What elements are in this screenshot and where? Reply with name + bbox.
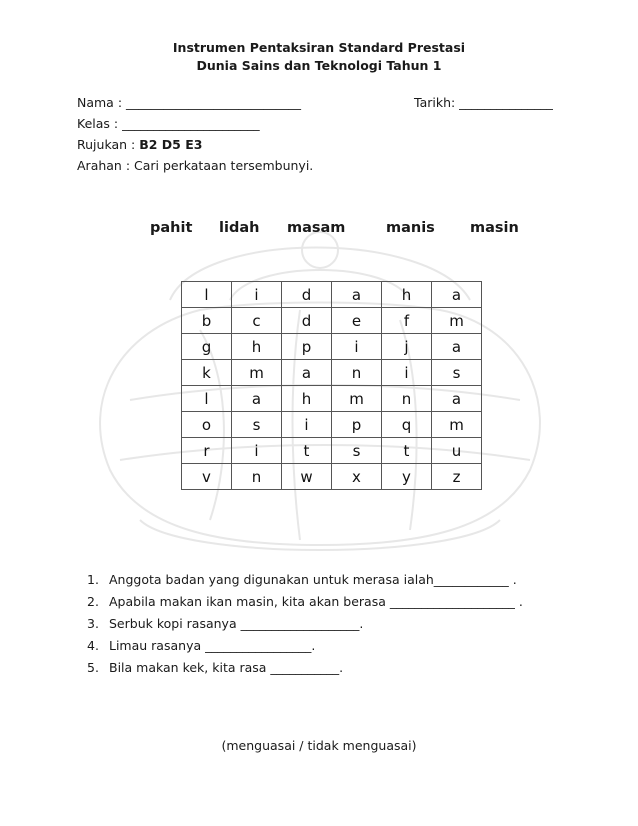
grid-cell[interactable]: s <box>232 412 282 438</box>
grid-cell[interactable]: y <box>382 464 432 490</box>
grid-cell[interactable]: s <box>432 360 482 386</box>
grid-cell[interactable]: n <box>232 464 282 490</box>
grid-cell[interactable]: a <box>232 386 282 412</box>
arahan-instruction: Arahan : Cari perkataan tersembunyi. <box>77 158 314 173</box>
header-title-line2: Dunia Sains dan Teknologi Tahun 1 <box>196 58 442 73</box>
grid-cell[interactable]: c <box>232 308 282 334</box>
question-item <box>87 638 315 653</box>
grid-cell[interactable]: m <box>232 360 282 386</box>
grid-cell[interactable]: a <box>432 386 482 412</box>
question-item <box>87 572 517 587</box>
question-text: Apabila makan ikan masin, kita akan berasa ____________________ . <box>109 594 523 609</box>
nama-field: Nama : ____________________________ <box>77 95 302 110</box>
grid-cell[interactable]: i <box>332 334 382 360</box>
question-item <box>87 594 523 609</box>
word-lidah: lidah <box>219 220 260 236</box>
grid-cell[interactable]: n <box>382 386 432 412</box>
grid-cell[interactable]: h <box>282 386 332 412</box>
question-text: Anggota badan yang digunakan untuk merasa ialah____________ . <box>109 572 517 587</box>
grid-row <box>182 282 482 308</box>
grid-cell[interactable]: b <box>182 308 232 334</box>
rujukan-value: B2 D5 E3 <box>139 137 203 152</box>
grid-cell[interactable]: e <box>332 308 382 334</box>
grid-cell[interactable]: s <box>332 438 382 464</box>
grid-cell[interactable]: m <box>332 386 382 412</box>
grid-cell[interactable]: u <box>432 438 482 464</box>
question-text: Serbuk kopi rasanya ___________________. <box>109 616 364 631</box>
grid-cell[interactable]: p <box>332 412 382 438</box>
grid-cell[interactable]: m <box>432 308 482 334</box>
word-masam: masam <box>287 220 346 236</box>
grid-cell[interactable]: x <box>332 464 382 490</box>
grid-cell[interactable]: i <box>382 360 432 386</box>
grid-cell[interactable]: r <box>182 438 232 464</box>
grid-cell[interactable]: a <box>432 334 482 360</box>
grid-row <box>182 386 482 412</box>
grid-row <box>182 334 482 360</box>
grid-cell[interactable]: d <box>282 308 332 334</box>
question-text: Bila makan kek, kita rasa ___________. <box>109 660 344 675</box>
rujukan-field <box>77 137 202 152</box>
grid-cell[interactable]: n <box>332 360 382 386</box>
question-number: 2. <box>87 594 99 609</box>
kelas-field: Kelas : ______________________ <box>77 116 260 131</box>
grid-row <box>182 438 482 464</box>
grid-cell[interactable]: m <box>432 412 482 438</box>
question-text: Limau rasanya _________________. <box>109 638 316 653</box>
grid-cell[interactable]: a <box>332 282 382 308</box>
grid-cell[interactable]: d <box>282 282 332 308</box>
grid-cell[interactable]: a <box>282 360 332 386</box>
word-pahit: pahit <box>150 220 193 236</box>
grid-cell[interactable]: q <box>382 412 432 438</box>
grid-row <box>182 412 482 438</box>
grid-cell[interactable]: v <box>182 464 232 490</box>
question-number: 5. <box>87 660 99 675</box>
grid-cell[interactable]: l <box>182 282 232 308</box>
question-number: 3. <box>87 616 99 631</box>
grid-cell[interactable]: f <box>382 308 432 334</box>
rujukan-label: Rujukan : <box>77 137 140 152</box>
grid-cell[interactable]: t <box>382 438 432 464</box>
grid-cell[interactable]: g <box>182 334 232 360</box>
question-number: 1. <box>87 572 99 587</box>
question-number: 4. <box>87 638 99 653</box>
tarikh-field: Tarikh: _______________ <box>414 95 553 110</box>
grid-row <box>182 464 482 490</box>
grid-cell[interactable]: l <box>182 386 232 412</box>
word-search-grid <box>181 281 482 490</box>
grid-cell[interactable]: i <box>282 412 332 438</box>
header-title-line1: Instrumen Pentaksiran Standard Prestasi <box>172 40 466 55</box>
grid-cell[interactable]: i <box>232 282 282 308</box>
grid-cell[interactable]: i <box>232 438 282 464</box>
grid-cell[interactable]: w <box>282 464 332 490</box>
grid-cell[interactable]: o <box>182 412 232 438</box>
question-item <box>87 660 343 675</box>
word-masin: masin <box>470 220 519 236</box>
grid-cell[interactable]: h <box>382 282 432 308</box>
mastery-status: (menguasai / tidak menguasai) <box>221 738 417 753</box>
grid-row <box>182 308 482 334</box>
grid-cell[interactable]: k <box>182 360 232 386</box>
question-item <box>87 616 363 631</box>
word-manis: manis <box>386 220 435 236</box>
grid-cell[interactable]: p <box>282 334 332 360</box>
grid-cell[interactable]: a <box>432 282 482 308</box>
grid-cell[interactable]: z <box>432 464 482 490</box>
grid-cell[interactable]: j <box>382 334 432 360</box>
grid-cell[interactable]: h <box>232 334 282 360</box>
grid-row <box>182 360 482 386</box>
grid-cell[interactable]: t <box>282 438 332 464</box>
